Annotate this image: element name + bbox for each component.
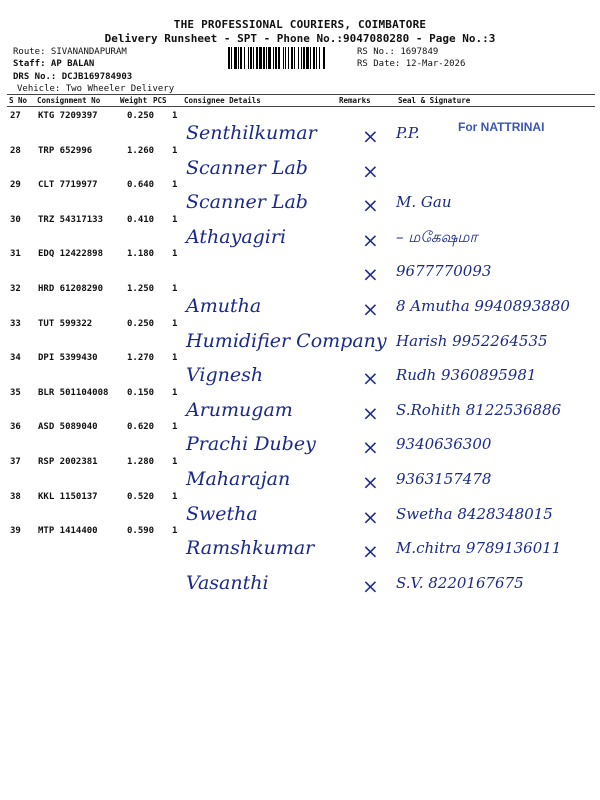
row-consignee-signature: Amutha: [186, 295, 262, 317]
row-serial-number: 37: [10, 457, 21, 467]
row-consignee-signature: Swetha: [186, 502, 258, 525]
row-remark-mark: ×: [362, 262, 379, 287]
row-remark-mark: ×: [362, 573, 379, 598]
row-weight: 1.270: [127, 353, 155, 364]
rs-number: RS No.: 1697849: [357, 47, 439, 57]
row-remark-mark: ×: [362, 366, 379, 391]
row-consignee-signature: Scanner Lab: [186, 156, 308, 179]
row-pcs: 1: [172, 249, 178, 260]
row-consignment-number: MTP 1414400: [38, 526, 98, 537]
row-weight: 0.150: [127, 387, 155, 398]
row-consignment-number: DPI 5399430: [38, 353, 98, 364]
row-seal-signature: S.V. 8220167675: [396, 573, 524, 592]
runsheet-subtitle: Delivery Runsheet - SPT - Phone No.:9047080280 - Page No.:3: [104, 32, 496, 45]
row-serial-number: 38: [10, 491, 21, 502]
row-seal-signature: M.chitra 9789136011: [396, 539, 562, 558]
col-sno: S No: [9, 96, 28, 105]
row-pcs: 1: [172, 422, 178, 433]
row-remark-mark: ×: [362, 193, 379, 218]
row-weight: 0.250: [127, 111, 155, 121]
row-consignment-number: KTG 7209397: [38, 111, 98, 121]
row-consignee-signature: Athayagiri: [186, 225, 287, 248]
row-remark-mark: ×: [362, 124, 379, 148]
row-remark-mark: ×: [362, 297, 379, 321]
header-bottom-rule: [7, 106, 595, 107]
row-serial-number: 29: [10, 180, 21, 191]
col-weight: Weight: [120, 96, 148, 105]
row-seal-signature: 8 Amutha 9940893880: [396, 297, 570, 315]
row-weight: 0.520: [127, 491, 155, 502]
row-serial-number: 35: [10, 387, 21, 398]
row-consignee-signature: Scanner Lab: [186, 191, 308, 214]
row-seal-signature: P.P.: [396, 124, 420, 142]
row-weight: 0.250: [127, 318, 155, 329]
row-consignee-signature: Vignesh: [186, 364, 264, 387]
row-remark-mark: ×: [362, 227, 379, 252]
row-remark-mark: ×: [362, 470, 379, 494]
row-weight: 1.260: [127, 145, 155, 156]
row-pcs: 1: [172, 457, 178, 467]
row-weight: 1.180: [127, 249, 155, 260]
row-remark-mark: ×: [362, 539, 379, 564]
row-pcs: 1: [172, 387, 178, 398]
row-pcs: 1: [172, 214, 178, 225]
row-pcs: 1: [172, 111, 178, 121]
row-consignee-signature: Vasanthi: [186, 571, 269, 594]
row-serial-number: 39: [10, 526, 21, 537]
row-consignee-signature: Maharajan: [186, 468, 291, 490]
row-pcs: 1: [172, 526, 178, 537]
runsheet-company-title: THE PROFESSIONAL COURIERS, COIMBATORE: [173, 18, 427, 31]
row-consignment-number: TUT 599322: [38, 318, 93, 329]
rs-date: RS Date: 12-Mar-2026: [357, 59, 466, 69]
row-consignment-number: TRZ 54317133: [38, 214, 104, 225]
row-weight: 0.410: [127, 214, 155, 225]
row-weight: 1.280: [127, 457, 155, 467]
row-weight: 1.250: [127, 284, 155, 294]
row-pcs: 1: [172, 491, 178, 502]
row-consignee-signature: Senthilkumar: [186, 122, 317, 144]
row-remark-mark: ×: [362, 504, 379, 529]
row-seal-signature: 9340636300: [396, 435, 492, 454]
col-pcs: PCS: [153, 96, 167, 105]
nattrinai-stamp: For NATTRINAI: [458, 120, 545, 134]
row-consignee-signature: Humidifier Company: [186, 329, 387, 352]
row-seal-signature: M. Gau: [396, 193, 452, 212]
row-pcs: 1: [172, 284, 178, 294]
route-text: Route: SIVANANDAPURAM: [13, 47, 127, 57]
row-serial-number: 34: [10, 353, 21, 364]
row-pcs: 1: [172, 318, 178, 329]
row-consignment-number: CLT 7719977: [38, 180, 98, 191]
header-top-rule: [7, 94, 595, 95]
row-consignee-signature: Ramshkumar: [186, 537, 315, 560]
row-pcs: 1: [172, 145, 178, 156]
row-consignment-number: HRD 61208290: [38, 284, 104, 294]
col-seal-signature: Seal & Signature: [398, 96, 471, 105]
drs-number: DRS No.: DCJB169784903: [13, 72, 133, 82]
row-remark-mark: ×: [362, 158, 379, 183]
row-consignment-number: BLR 501104008: [38, 387, 109, 398]
row-consignee-signature: Prachi Dubey: [186, 433, 316, 456]
row-serial-number: 30: [10, 214, 21, 225]
row-weight: 0.590: [127, 526, 155, 537]
row-serial-number: 36: [10, 422, 21, 433]
row-weight: 0.640: [127, 180, 155, 191]
row-consignment-number: ASD 5089040: [38, 422, 98, 433]
row-serial-number: 32: [10, 284, 21, 294]
col-consignment: Consignment No: [37, 96, 101, 105]
col-remarks: Remarks: [339, 96, 371, 105]
row-serial-number: 33: [10, 318, 21, 329]
row-serial-number: 27: [10, 111, 21, 121]
row-seal-signature: 9677770093: [396, 262, 492, 281]
row-consignment-number: TRP 652996: [38, 145, 93, 156]
col-details: Consignee Details: [184, 96, 261, 105]
row-consignment-number: EDQ 12422898: [38, 249, 104, 260]
row-remark-mark: ×: [362, 400, 379, 425]
row-seal-signature: Harish 9952264535: [396, 331, 548, 350]
row-seal-signature: 9363157478: [396, 470, 492, 488]
row-seal-signature: – மகேஷமா: [396, 227, 478, 246]
row-serial-number: 28: [10, 145, 21, 156]
row-consignment-number: KKL 1150137: [38, 491, 98, 502]
row-remark-mark: ×: [362, 435, 379, 460]
row-consignee-signature: Arumugam: [186, 398, 293, 421]
row-seal-signature: Swetha 8428348015: [396, 504, 553, 523]
staff-text: Staff: AP BALAN: [13, 59, 95, 69]
row-seal-signature: S.Rohith 8122536886: [396, 400, 562, 419]
row-weight: 0.620: [127, 422, 155, 433]
row-serial-number: 31: [10, 249, 21, 260]
vehicle-text: Vehicle: Two Wheeler Delivery: [17, 84, 175, 94]
barcode-image: [228, 47, 353, 69]
row-pcs: 1: [172, 180, 178, 191]
row-pcs: 1: [172, 353, 178, 364]
row-seal-signature: Rudh 9360895981: [396, 366, 537, 385]
row-consignment-number: RSP 2002381: [38, 457, 98, 467]
